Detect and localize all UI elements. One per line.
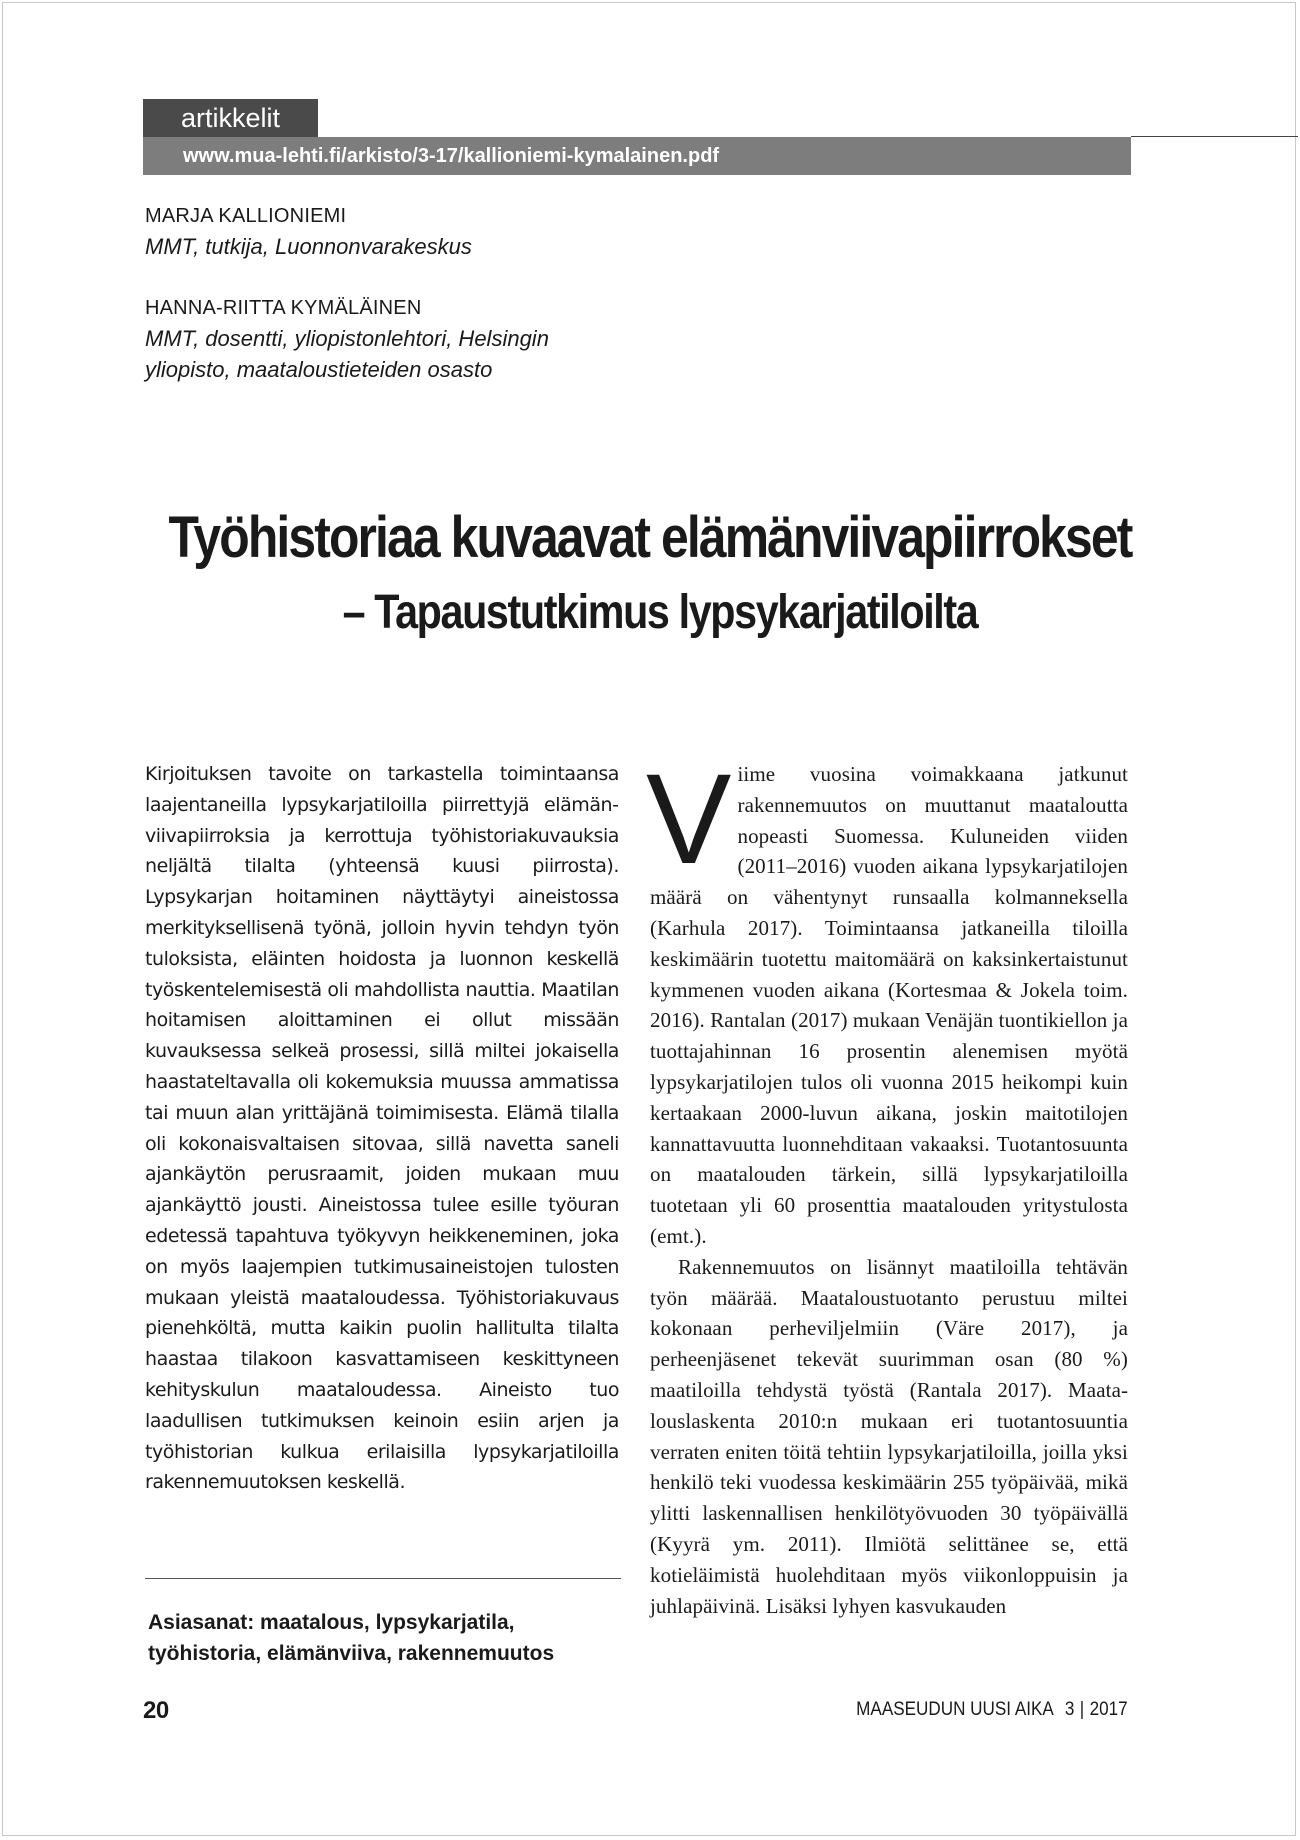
page-number: 20 (143, 1697, 169, 1724)
drop-cap: V (646, 748, 732, 891)
article-subtitle: – Tapaustutkimus lypsykarjatiloilta (342, 586, 978, 639)
author-affiliation: MMT, dosentti, yliopistonlehtori, Helsingin yliopisto, maataloustieteiden osasto (145, 326, 549, 382)
journal-issue: 3 (1065, 1699, 1075, 1720)
author-name: MARJA KALLIONIEMI (145, 205, 347, 227)
keywords (148, 1607, 618, 1669)
keywords-line-1: Asiasanat: maatalous, lypsykarjatila, (148, 1611, 515, 1634)
author-list (145, 201, 745, 416)
author-2 (145, 293, 745, 385)
body-paragraph-2: Rakennemuutos on lisännyt maatiloilla tehtävän työn määrää. Maataloustuotanto perustuu miltei kokonaan perheviljelmiin (Väre 2017), ja perheenjäsenet tekevät suurimman osan (80 %) maatiloilla tehdystä työstä (Rantala 2017). Maatalouslaskenta 2010:n mukaan eri tuotantosuuntia verraten eniten töitä tehtiin lypsykarjatiloilla, joilla yksi henkilö teki vuodessa keskimäärin 255 työpäivää, mikä ylitti laskennallisen henkilötyövuoden 30 työpäivällä (Kyyrä ym. 2011). Ilmiötä selittänee se, että kotieläimistä huolehditaan myös viikonloppuisin ja juhlapäivinä. Lisäksi lyhyen kasvukauden (650, 1254, 1128, 1618)
body-column (646, 748, 1128, 1621)
article-title-block (0, 500, 1300, 644)
journal-footer (857, 1699, 1128, 1721)
abstract-text: Kirjoituksen tavoite on tarkastella toimintaansa laajentaneilla lypsykarjatiloilla piirrettyjä elämänviivapiirroksia ja kerrottuja työhistoriakuvauksia neljältä tilalta (yhteensä kuusi piirrosta). Lypsykarjan hoitaminen näyttäytyi aineistossa merkityksellisenä työnä, jolloin hyvin tehdyn työn tuloksista, eläinten hoidosta ja luonnon keskellä työskentelemisestä oli mahdollista nauttia. Maatilan hoitamisen aloittaminen ei ollut missään kuvauksessa selkeä prosessi, sillä miltei jokaisella haastateltavalla oli kokemuksia muussa ammatissa tai muun alan yrittäjänä toimimisesta. Elämä tilalla oli kokonaisvaltaisen sitovaa, sillä navetta saneli ajankäytön perusraamit, joiden mukaan muu ajankäyttö jousti. Aineistossa tulee esille työuran edetessä tapahtuva työkyvyn heikkeneminen, joka on myös laajempien tutkimusaineistojen tulosten mukaan yleistä maataloudessa. Työhistoriakuvaus pienehköltä, mutta kaikin puolin hallitulta tilalta haastaa tilakoon kasvattamiseen keskittyneen kehityskulun maataloudessa. Aineisto tuo laadullisen tutkimuksen keinoin esiin arjen ja työhistorian kulkua erilaisilla lypsykarjatiloilla rakennemuutoksen keskellä. (145, 763, 619, 1494)
footer-separator: | (1080, 1699, 1085, 1720)
body-paragraph-1 (646, 748, 1128, 1252)
abstract-column (145, 759, 619, 1498)
journal-name: MAASEUDUN UUSI AIKA (856, 1699, 1054, 1720)
article-url[interactable]: www.mua-lehti.fi/arkisto/3-17/kallioniemi-kymalainen.pdf (143, 137, 1131, 175)
author-affiliation: MMT, tutkija, Luonnonvarakeskus (145, 234, 472, 259)
author-1 (145, 201, 745, 262)
header-rule (1131, 136, 1298, 137)
article-title: Työhistoriaa kuvaavat elämänviivapiirrokset (168, 505, 1132, 570)
author-name: HANNA-RIITTA KYMÄLÄINEN (145, 297, 422, 319)
body-paragraph-1-text: iime vuosina voimakkaana jatkunut rakennemuutos on muuttanut maataloutta nopeasti Suomessa. Kuluneiden viiden (2011–2016) vuoden aikana lypsykarjatilojen määrä on vähentynyt runsaalla kolmanneksella (Karhula 2017). Toimintaansa jatkaneilla tiloilla keskimäärin tuotettu maitomäärä on kaksinkertaistunut kymmenen vuoden aikana (Kortesmaa & Jokela toim. 2016). Rantalan (2017) mukaan Venäjän tuontikiellon ja tuottajahinnan 16 prosentin alenemisen myötä lypsykarjatilojen tulos oli vuonna 2015 heikompi kuin kertaakaan 2000-luvun aikana, joskin maitotilojen kannattavuutta luonnehditaan vakaaksi. Tuotantosuunta on maatalouden tärkein, sillä lypsykarjatiloilla tuotetaan yli 60 prosenttia maatalouden yritystulosta (emt.). (650, 762, 1128, 1248)
keywords-line-2: työhistoria, elämänviiva, rakennemuutos (148, 1642, 555, 1665)
section-label: artikkelit (143, 99, 318, 137)
keywords-divider (145, 1578, 621, 1579)
journal-year: 2017 (1089, 1699, 1128, 1720)
